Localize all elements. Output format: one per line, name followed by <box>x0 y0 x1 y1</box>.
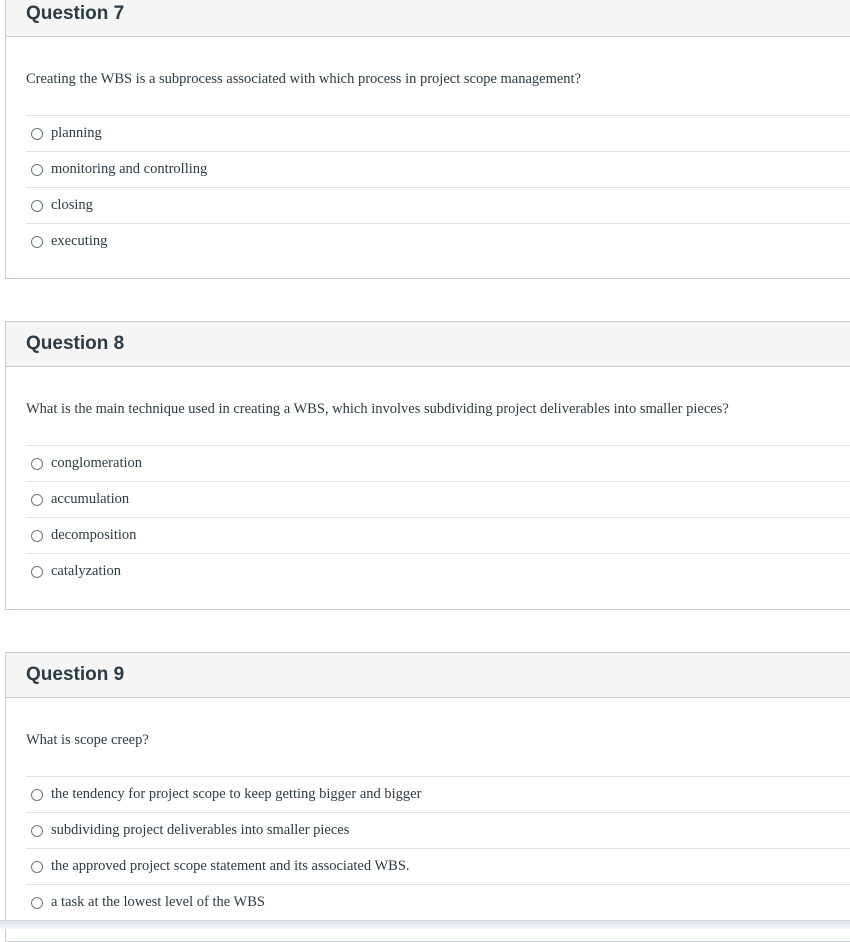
answer-option[interactable] <box>26 884 850 920</box>
answer-label[interactable]: catalyzation <box>51 563 122 579</box>
radio-button-icon[interactable] <box>31 566 43 578</box>
question-text: What is scope creep? <box>26 732 149 748</box>
answer-label[interactable]: the approved project scope statement and its associated WBS. <box>51 858 410 874</box>
question-8 <box>5 321 850 610</box>
radio-button-icon[interactable] <box>31 789 43 801</box>
radio-button-icon[interactable] <box>31 825 43 837</box>
radio-button-icon[interactable] <box>31 236 43 248</box>
question-title: Question 7 <box>26 2 125 24</box>
question-text: Creating the WBS is a subprocess associated with which process in project scope management? <box>26 71 582 87</box>
answer-option[interactable] <box>26 481 850 517</box>
question-header <box>6 653 850 698</box>
question-text: What is the main technique used in creating a WBS, which involves subdividing project deliverables into smaller pieces? <box>26 401 729 417</box>
answer-label[interactable]: decomposition <box>51 527 137 543</box>
radio-button-icon[interactable] <box>31 164 43 176</box>
question-9 <box>5 652 850 942</box>
answer-label[interactable]: a task at the lowest level of the WBS <box>51 894 265 910</box>
answer-label[interactable]: subdividing project deliverables into smaller pieces <box>51 822 350 838</box>
answer-list <box>26 115 850 259</box>
answer-option[interactable] <box>26 848 850 884</box>
radio-button-icon[interactable] <box>31 861 43 873</box>
radio-button-icon[interactable] <box>31 494 43 506</box>
radio-button-icon[interactable] <box>31 458 43 470</box>
answer-option[interactable] <box>26 776 850 812</box>
question-title: Question 8 <box>26 333 125 354</box>
answer-option[interactable] <box>26 115 850 151</box>
radio-button-icon[interactable] <box>31 128 43 140</box>
radio-button-icon[interactable] <box>31 200 43 212</box>
radio-button-icon[interactable] <box>31 530 43 542</box>
answer-label[interactable]: the tendency for project scope to keep getting bigger and bigger <box>51 786 422 802</box>
answer-list <box>26 776 850 920</box>
answer-option[interactable] <box>26 445 850 481</box>
answer-option[interactable] <box>26 151 850 187</box>
answer-list <box>26 445 850 589</box>
question-title: Question 9 <box>26 664 125 685</box>
answer-option[interactable] <box>26 812 850 848</box>
answer-option[interactable] <box>26 553 850 589</box>
answer-option[interactable] <box>26 187 850 223</box>
answer-label[interactable]: accumulation <box>51 491 130 507</box>
question-7 <box>5 0 850 279</box>
answer-option[interactable] <box>26 223 850 259</box>
question-header <box>6 0 850 37</box>
question-header <box>6 322 850 367</box>
radio-button-icon[interactable] <box>31 897 43 909</box>
answer-label[interactable]: closing <box>51 197 93 213</box>
answer-label[interactable]: planning <box>51 125 102 141</box>
answer-label[interactable]: monitoring and controlling <box>51 161 208 177</box>
answer-option[interactable] <box>26 517 850 553</box>
answer-label[interactable]: conglomeration <box>51 455 143 471</box>
answer-label[interactable]: executing <box>51 233 108 249</box>
